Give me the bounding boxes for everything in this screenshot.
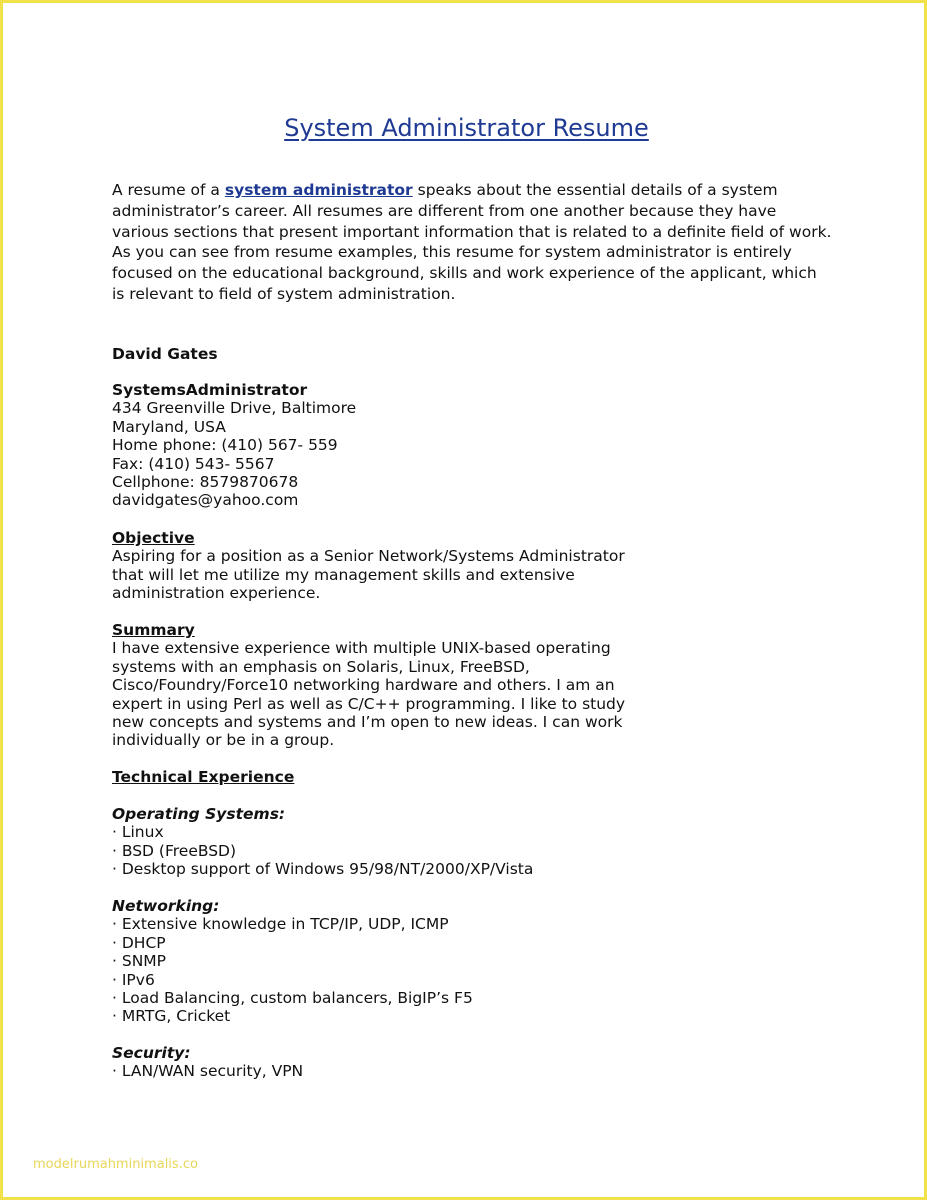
watermark: modelrumahminimalis.co	[33, 1157, 198, 1172]
objective-line: that will let me utilize my management skills and extensive	[112, 565, 575, 584]
intro-paragraph	[112, 180, 832, 305]
objective-heading: Objective	[112, 529, 195, 547]
page-title: System Administrator Resume	[284, 114, 649, 142]
list-item: · SNMP	[112, 952, 167, 971]
security-heading: Security:	[112, 1044, 191, 1062]
summary-line: Cisco/Foundry/Force10 networking hardware and others. I am an	[112, 676, 615, 695]
system-administrator-link[interactable]: system administrator	[224, 181, 413, 199]
list-item: · Extensive knowledge in TCP/IP, UDP, ICMP	[112, 915, 449, 934]
intro-text-rest: speaks about the essential details of a system administrator’s career. All resumes are different from one another because they have various sections that present important information that is related to a definite field of work. As you can see from resume examples, this resume for system administrator is entirely focused on the educational background, skills and work experience of the applicant, which is relevant to field of system administration.	[112, 181, 832, 303]
intro-text-start: A resume of a	[112, 181, 225, 199]
networking-heading: Networking:	[112, 897, 220, 915]
address-line-1: 434 Greenville Drive, Baltimore	[112, 399, 357, 418]
summary-line: I have extensive experience with multiple UNIX-based operating	[112, 639, 611, 658]
address-line-2: Maryland, USA	[112, 417, 226, 436]
list-item: · DHCP	[112, 933, 166, 952]
objective-section	[112, 529, 625, 603]
home-phone: Home phone: (410) 567- 559	[112, 436, 338, 455]
networking-section	[112, 897, 473, 1026]
summary-heading: Summary	[112, 621, 195, 639]
objective-line: administration experience.	[112, 584, 321, 603]
list-item: · Desktop support of Windows 95/98/NT/2000/XP/Vista	[112, 860, 534, 879]
summary-line: new concepts and systems and I’m open to new ideas. I can work	[112, 713, 623, 732]
list-item: · IPv6	[112, 970, 155, 989]
technical-heading: Technical Experience	[112, 768, 295, 786]
cellphone: Cellphone: 8579870678	[112, 473, 299, 492]
contact-name-block	[112, 345, 218, 363]
email: davidgates@yahoo.com	[112, 491, 299, 510]
summary-line: systems with an emphasis on Solaris, Linux, FreeBSD,	[112, 657, 530, 676]
objective-line: Aspiring for a position as a Senior Network/Systems Administrator	[112, 547, 625, 566]
list-item: · BSD (FreeBSD)	[112, 841, 237, 860]
job-title: SystemsAdministrator	[112, 381, 308, 399]
technical-heading-block	[112, 768, 294, 786]
list-item: · MRTG, Cricket	[112, 1007, 231, 1026]
summary-line: expert in using Perl as well as C/C++ programming. I like to study	[112, 694, 626, 713]
operating-systems-section	[112, 805, 533, 879]
applicant-name: David Gates	[112, 345, 218, 363]
fax: Fax: (410) 543- 5567	[112, 454, 275, 473]
list-item: · LAN/WAN security, VPN	[112, 1062, 304, 1081]
security-section	[112, 1044, 303, 1081]
summary-section	[112, 621, 625, 750]
list-item: · Load Balancing, custom balancers, BigIP’s F5	[112, 989, 473, 1008]
list-item: · Linux	[112, 823, 164, 842]
contact-block	[112, 381, 356, 510]
summary-line: individually or be in a group.	[112, 731, 335, 750]
operating-systems-heading: Operating Systems:	[112, 805, 286, 823]
